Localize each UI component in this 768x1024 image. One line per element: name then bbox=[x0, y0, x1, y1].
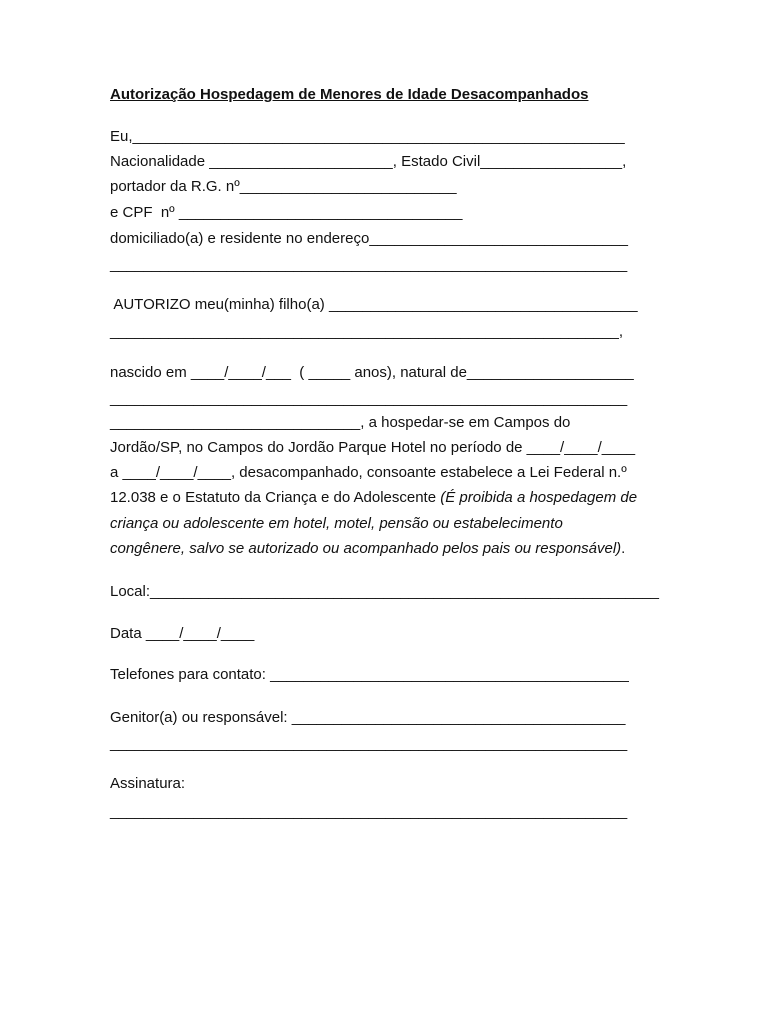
lodging-paragraph-line-4 bbox=[110, 489, 637, 507]
phone-field-line: Telefones para contato: ___________________________________________ bbox=[110, 666, 629, 683]
birthplace-continuation-line: ______________________________________________________________ bbox=[110, 390, 628, 407]
law-reference-text: 12.038 e o Estatuto da Criança e do Adolescente bbox=[110, 489, 441, 506]
name-field-line: Eu,___________________________________________________________ bbox=[110, 128, 625, 145]
lodging-paragraph-line-3: a ____/____/____, desacompanhado, consoante estabelece a Lei Federal n.º bbox=[110, 464, 627, 481]
legal-note-italic-start: (É proibida a hospedagem de bbox=[440, 489, 638, 506]
legal-note-italic-line-2: criança ou adolescente em hotel, motel, pensão ou estabelecimento bbox=[110, 515, 563, 532]
lodging-paragraph-line-1: ______________________________, a hospedar-se em Campos do bbox=[110, 414, 571, 431]
guardian-continuation-line: ______________________________________________________________ bbox=[110, 735, 628, 752]
signature-label: Assinatura: bbox=[110, 775, 186, 792]
legal-note-italic-end: congênere, salvo se autorizado ou acompanhado pelos pais ou responsável) bbox=[110, 540, 622, 557]
lodging-paragraph-line-2: Jordão/SP, no Campos do Jordão Parque Hotel no período de ____/____/____ bbox=[110, 439, 636, 456]
document-title: Autorização Hospedagem de Menores de Idade Desacompanhados bbox=[110, 86, 589, 103]
child-name-continuation-line: _____________________________________________________________, bbox=[110, 323, 624, 340]
address-field-line: domiciliado(a) e residente no endereço_______________________________ bbox=[110, 230, 628, 247]
birth-info-line: nascido em ____/____/___ ( _____ anos), natural de____________________ bbox=[110, 364, 634, 381]
date-field-line: Data ____/____/____ bbox=[110, 625, 255, 642]
guardian-field-line: Genitor(a) ou responsável: ________________________________________ bbox=[110, 709, 626, 726]
authorize-child-line: AUTORIZO meu(minha) filho(a) _____________________________________ bbox=[110, 296, 638, 313]
rg-field-line: portador da R.G. nº__________________________ bbox=[110, 178, 457, 195]
address-continuation-line: ______________________________________________________________ bbox=[110, 256, 628, 273]
cpf-field-line: e CPF nº __________________________________ bbox=[110, 204, 463, 221]
location-field-line: Local:_____________________________________________________________ bbox=[110, 583, 659, 600]
nationality-civil-status-line: Nacionalidade ______________________, Estado Civil_________________, bbox=[110, 153, 627, 170]
lodging-paragraph-line-6 bbox=[110, 540, 625, 558]
legal-note-period: . bbox=[621, 540, 626, 557]
signature-line: ______________________________________________________________ bbox=[110, 803, 628, 820]
